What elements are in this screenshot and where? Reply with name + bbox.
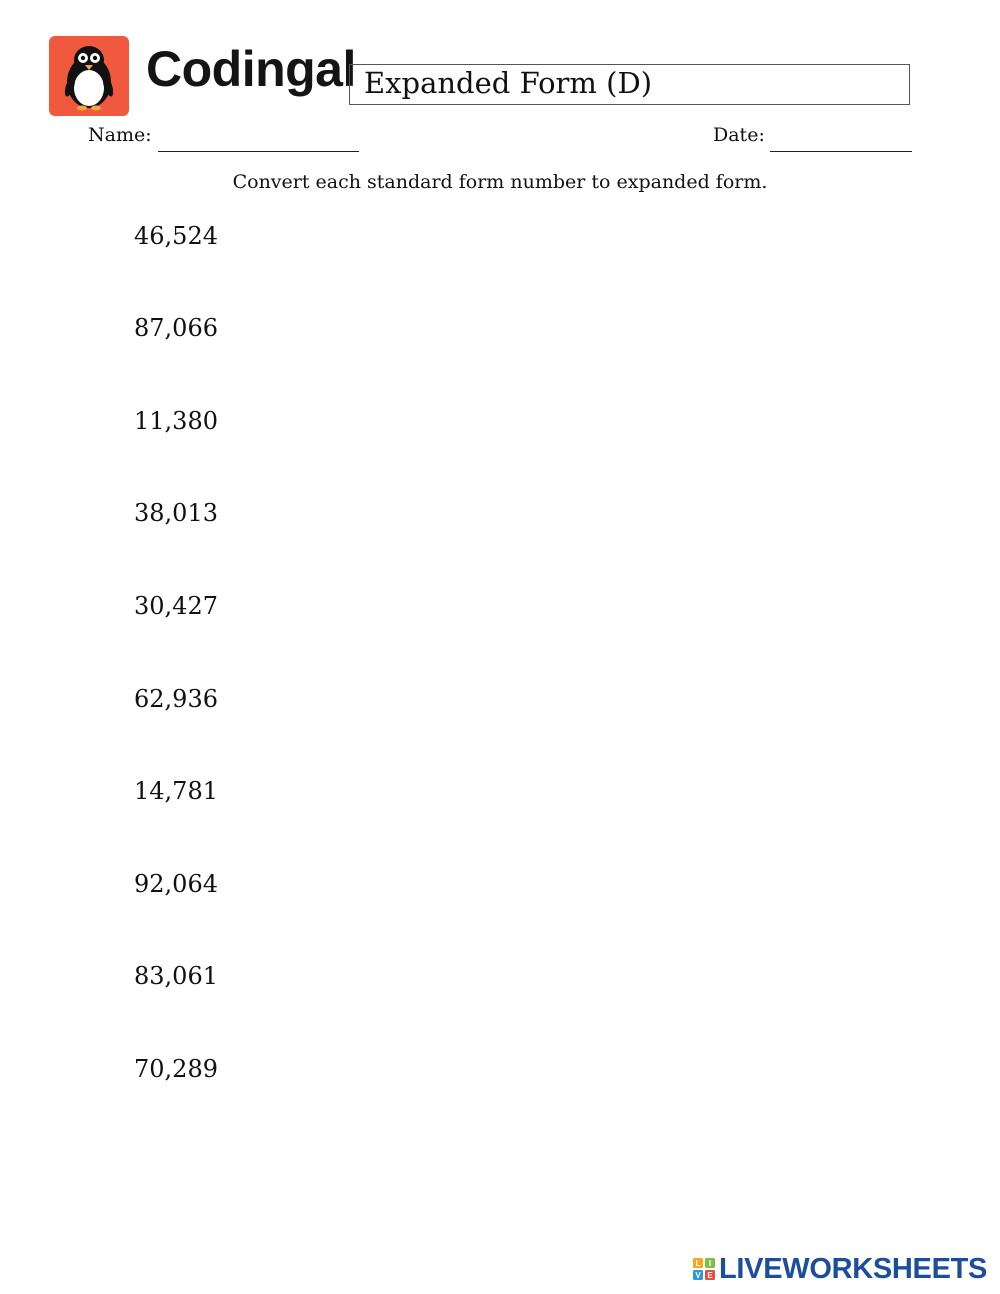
worksheet-title: Expanded Form (D) — [364, 66, 653, 100]
penguin-icon — [49, 36, 129, 116]
svg-text:E: E — [707, 1271, 713, 1280]
worksheet-title-box — [349, 64, 910, 105]
date-field[interactable] — [770, 151, 912, 152]
liveworksheets-icon — [692, 1257, 716, 1281]
problem-item — [0, 683, 400, 723]
problem-item — [0, 1053, 400, 1093]
problem-value: 87,066 — [134, 314, 218, 342]
name-label: Name: — [88, 124, 152, 146]
svg-text:L: L — [695, 1259, 701, 1268]
problem-value: 83,061 — [134, 962, 218, 990]
problem-value: 46,524 — [134, 222, 218, 250]
instructions: Convert each standard form number to expanded form. — [232, 171, 768, 193]
date-label: Date: — [713, 124, 765, 146]
problem-item — [0, 312, 400, 352]
problem-value: 30,427 — [134, 592, 218, 620]
svg-text:I: I — [708, 1259, 712, 1268]
problem-item — [0, 497, 400, 537]
problem-item — [0, 960, 400, 1000]
problem-value: 92,064 — [134, 870, 218, 898]
problem-item — [0, 775, 400, 815]
problem-item — [0, 590, 400, 630]
problem-item — [0, 220, 400, 260]
problem-item — [0, 405, 400, 445]
problem-value: 70,289 — [134, 1055, 218, 1083]
liveworksheets-wordmark: LIVEWORKSHEETS — [719, 1252, 988, 1285]
problem-value: 38,013 — [134, 499, 218, 527]
problem-item — [0, 868, 400, 908]
problem-value: 62,936 — [134, 685, 218, 713]
liveworksheets-logo[interactable] — [692, 1253, 987, 1285]
name-field[interactable] — [158, 151, 359, 152]
svg-text:V: V — [695, 1271, 701, 1280]
brand-name: Codingal — [146, 41, 356, 97]
problem-value: 14,781 — [134, 777, 218, 805]
problem-value: 11,380 — [134, 407, 218, 435]
codingal-penguin-logo — [49, 36, 129, 116]
